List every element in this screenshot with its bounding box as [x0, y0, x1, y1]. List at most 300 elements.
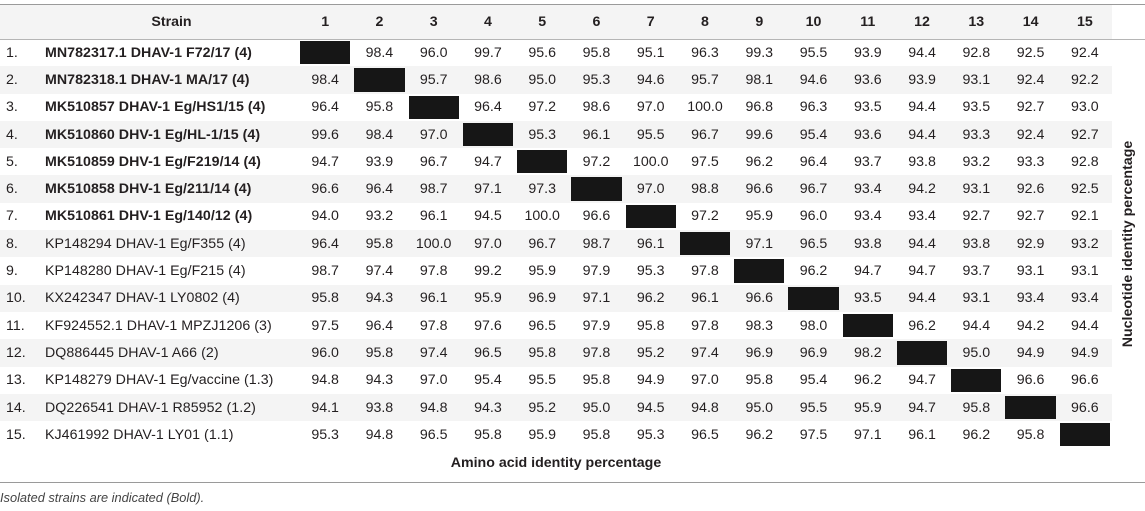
identity-matrix-table	[0, 5, 1112, 448]
identity-value-cell: 96.9	[732, 339, 786, 366]
identity-value-cell: 93.5	[853, 99, 882, 116]
identity-value-cell: 93.9	[365, 153, 394, 170]
row-index: 6.	[0, 175, 45, 202]
identity-value-cell: 93.6	[841, 121, 895, 148]
identity-value-cell: 93.8	[908, 153, 936, 170]
identity-value-cell: 98.7	[311, 263, 339, 280]
identity-value-cell: 98.4	[352, 121, 406, 148]
identity-value-cell: 92.4	[1071, 44, 1099, 61]
identity-value-cell: 95.3	[636, 263, 665, 280]
identity-value-cell: 96.7	[786, 175, 840, 202]
strain-name: MN782318.1 DHAV-1 MA/17 (4)	[45, 66, 298, 93]
table-row	[0, 121, 1112, 148]
identity-value-cell: 96.6	[582, 208, 611, 225]
identity-value-cell: 96.1	[569, 121, 623, 148]
identity-value-cell: 100.0	[632, 153, 669, 170]
identity-value-cell: 93.4	[908, 208, 936, 225]
identity-value-cell: 96.1	[419, 208, 448, 225]
identity-value-cell: 93.7	[853, 153, 882, 170]
diagonal-block	[571, 177, 621, 200]
identity-value-cell: 95.4	[474, 372, 502, 389]
identity-value-cell: 95.1	[636, 44, 665, 61]
identity-value-cell: 92.8	[962, 44, 991, 61]
row-index: 8.	[0, 230, 45, 257]
identity-value-cell: 92.9	[1003, 230, 1057, 257]
diagonal-block	[517, 150, 567, 173]
diagonal-block	[354, 68, 404, 91]
identity-value-cell: 95.7	[407, 66, 461, 93]
identity-value-cell: 94.8	[407, 394, 461, 421]
identity-value-cell: 97.5	[691, 153, 719, 170]
identity-value-cell: 94.7	[908, 263, 936, 280]
diagonal-block	[680, 232, 730, 255]
identity-value-cell: 95.5	[528, 372, 556, 389]
column-header-4: 4	[461, 5, 515, 39]
table-row	[0, 230, 1112, 257]
identity-value-cell: 98.4	[365, 44, 394, 61]
identity-value-cell: 95.2	[624, 339, 678, 366]
identity-value-cell: 96.7	[515, 230, 569, 257]
diagonal-block	[626, 205, 676, 228]
identity-value-cell: 93.6	[841, 66, 895, 93]
identity-value-cell: 95.8	[636, 317, 665, 334]
identity-value-cell: 95.8	[474, 426, 502, 443]
identity-value-cell: 96.2	[745, 153, 774, 170]
identity-value-cell: 94.4	[895, 121, 949, 148]
identity-value-cell: 93.1	[1016, 263, 1045, 280]
identity-value-cell: 96.4	[365, 317, 394, 334]
diagonal-cell	[298, 39, 352, 66]
header-row	[0, 5, 1112, 39]
row-index: 1.	[6, 44, 18, 61]
diagonal-block	[897, 341, 947, 364]
strain-name: MK510858 DHV-1 Eg/211/14 (4)	[45, 175, 298, 202]
identity-value-cell: 95.3	[311, 426, 339, 443]
identity-value-cell: 95.0	[949, 339, 1003, 366]
diagonal-block	[1060, 423, 1110, 446]
table-row	[0, 203, 1112, 230]
column-header-15: 15	[1058, 5, 1112, 39]
strain-name: MK510857 DHAV-1 Eg/HS1/15 (4)	[45, 99, 266, 116]
diagonal-block	[788, 287, 838, 310]
identity-value-cell: 95.9	[745, 208, 774, 225]
row-index: 11.	[6, 317, 25, 334]
identity-value-cell: 96.4	[311, 99, 339, 116]
column-header-14: 14	[1003, 5, 1057, 39]
identity-value-cell: 94.7	[895, 394, 949, 421]
table-row	[0, 312, 1112, 339]
column-header-8: 8	[678, 5, 732, 39]
identity-value-cell: 94.0	[311, 208, 339, 225]
identity-value-cell: 93.5	[962, 99, 991, 116]
diagonal-cell	[1003, 394, 1057, 421]
diagonal-block	[951, 369, 1001, 392]
identity-value-cell: 96.4	[799, 153, 828, 170]
strain-name: MK510861 DHV-1 Eg/140/12 (4)	[45, 208, 253, 225]
identity-value-cell: 97.4	[678, 339, 732, 366]
identity-value-cell: 93.3	[949, 121, 1003, 148]
diagonal-cell	[407, 94, 461, 121]
diagonal-cell	[569, 175, 623, 202]
row-index: 14.	[0, 394, 45, 421]
identity-value-cell: 92.7	[962, 208, 991, 225]
identity-value-cell: 94.4	[895, 230, 949, 257]
identity-value-cell: 95.8	[352, 230, 406, 257]
identity-value-cell: 95.3	[569, 66, 623, 93]
identity-value-cell: 93.2	[1058, 230, 1112, 257]
identity-value-cell: 94.4	[908, 99, 936, 116]
identity-value-cell: 97.0	[407, 121, 461, 148]
identity-value-cell: 97.8	[691, 263, 719, 280]
diagonal-cell	[1058, 421, 1112, 448]
identity-value-cell: 97.0	[624, 175, 678, 202]
identity-value-cell: 100.0	[407, 230, 461, 257]
strain-name: DQ226541 DHAV-1 R85952 (1.2)	[45, 394, 298, 421]
identity-value-cell: 94.9	[636, 372, 665, 389]
identity-value-cell: 97.8	[691, 317, 719, 334]
identity-value-cell: 95.2	[515, 394, 569, 421]
strain-name: KJ461992 DHAV-1 LY01 (1.1)	[45, 426, 234, 443]
diagonal-block	[463, 123, 513, 146]
row-index: 2.	[0, 66, 45, 93]
identity-value-cell: 95.4	[786, 121, 840, 148]
identity-value-cell: 98.3	[745, 317, 774, 334]
identity-value-cell: 93.1	[949, 285, 1003, 312]
identity-value-cell: 100.0	[687, 99, 723, 116]
identity-value-cell: 96.6	[298, 175, 352, 202]
identity-value-cell: 96.9	[515, 285, 569, 312]
column-header-7: 7	[624, 5, 678, 39]
identity-value-cell: 96.6	[1016, 372, 1045, 389]
table-row	[0, 39, 1112, 66]
identity-value-cell: 93.8	[841, 230, 895, 257]
identity-value-cell: 95.6	[528, 44, 556, 61]
identity-value-cell: 92.7	[1058, 121, 1112, 148]
bottom-rule	[0, 482, 1145, 483]
identity-value-cell: 93.3	[1016, 153, 1045, 170]
identity-value-cell: 96.4	[298, 230, 352, 257]
identity-value-cell: 96.4	[352, 175, 406, 202]
identity-value-cell: 94.8	[365, 426, 394, 443]
amino-acid-axis-label: Amino acid identity percentage	[450, 455, 662, 471]
strain-name: KP148294 DHAV-1 Eg/F355 (4)	[45, 230, 298, 257]
identity-value-cell: 95.8	[298, 285, 352, 312]
identity-value-cell: 95.3	[515, 121, 569, 148]
identity-value-cell: 98.7	[569, 230, 623, 257]
column-header-10: 10	[786, 5, 840, 39]
identity-value-cell: 95.8	[582, 44, 611, 61]
identity-value-cell: 93.7	[962, 263, 991, 280]
identity-value-cell: 97.5	[311, 317, 339, 334]
column-header-3: 3	[407, 5, 461, 39]
row-index: 12.	[0, 339, 45, 366]
identity-value-cell: 95.8	[745, 372, 774, 389]
column-header-2: 2	[352, 5, 406, 39]
identity-value-cell: 97.1	[461, 175, 515, 202]
diagonal-cell	[515, 148, 569, 175]
column-header-1: 1	[298, 5, 352, 39]
identity-value-cell: 98.2	[841, 339, 895, 366]
table-row	[0, 285, 1112, 312]
identity-value-cell: 99.6	[732, 121, 786, 148]
identity-value-cell: 97.0	[636, 99, 665, 116]
identity-value-cell: 97.6	[474, 317, 502, 334]
diagonal-cell	[678, 230, 732, 257]
identity-value-cell: 96.2	[908, 317, 936, 334]
identity-value-cell: 94.9	[1058, 339, 1112, 366]
diagonal-cell	[895, 339, 949, 366]
identity-value-cell: 92.5	[1058, 175, 1112, 202]
row-index: 9.	[6, 263, 18, 280]
identity-value-cell: 94.3	[365, 372, 394, 389]
identity-value-cell: 95.8	[582, 426, 611, 443]
identity-value-cell: 92.7	[1016, 99, 1045, 116]
identity-value-cell: 94.8	[678, 394, 732, 421]
column-header-9: 9	[732, 5, 786, 39]
row-index: 10.	[0, 285, 45, 312]
identity-value-cell: 97.9	[582, 263, 611, 280]
identity-value-cell: 95.5	[799, 44, 828, 61]
identity-value-cell: 94.7	[853, 263, 882, 280]
identity-value-cell: 96.0	[799, 208, 828, 225]
identity-value-cell: 93.2	[365, 208, 394, 225]
identity-value-cell: 95.8	[949, 394, 1003, 421]
identity-value-cell: 97.0	[691, 372, 719, 389]
identity-value-cell: 93.2	[962, 153, 991, 170]
identity-value-cell: 99.3	[745, 44, 774, 61]
identity-value-cell: 95.5	[786, 394, 840, 421]
identity-value-cell: 96.5	[461, 339, 515, 366]
identity-value-cell: 96.5	[419, 426, 448, 443]
identity-value-cell: 98.6	[582, 99, 611, 116]
identity-value-cell: 93.0	[1071, 99, 1099, 116]
strain-name: KX242347 DHAV-1 LY0802 (4)	[45, 285, 298, 312]
identity-value-cell: 96.5	[528, 317, 556, 334]
identity-value-cell: 96.3	[799, 99, 828, 116]
identity-value-cell: 97.8	[419, 263, 448, 280]
identity-value-cell: 95.8	[582, 372, 611, 389]
identity-value-cell: 94.4	[895, 285, 949, 312]
column-header-6: 6	[569, 5, 623, 39]
identity-value-cell: 94.9	[1003, 339, 1057, 366]
identity-value-cell: 95.9	[841, 394, 895, 421]
table-row	[0, 394, 1112, 421]
identity-value-cell: 94.2	[895, 175, 949, 202]
identity-value-cell: 95.9	[528, 426, 556, 443]
identity-value-cell: 92.7	[1016, 208, 1045, 225]
identity-value-cell: 96.0	[419, 44, 448, 61]
identity-value-cell: 95.0	[732, 394, 786, 421]
identity-value-cell: 96.1	[678, 285, 732, 312]
identity-value-cell: 97.2	[528, 99, 556, 116]
identity-value-cell: 96.4	[474, 99, 502, 116]
row-index: 3.	[6, 99, 18, 116]
strain-name: DQ886445 DHAV-1 A66 (2)	[45, 339, 298, 366]
identity-value-cell: 97.0	[461, 230, 515, 257]
table-row	[0, 94, 1112, 121]
table-row	[0, 367, 1112, 394]
identity-value-cell: 95.8	[365, 99, 394, 116]
identity-value-cell: 97.8	[569, 339, 623, 366]
table-row	[0, 148, 1112, 175]
identity-value-cell: 92.2	[1058, 66, 1112, 93]
diagonal-cell	[786, 285, 840, 312]
identity-value-cell: 96.6	[1071, 372, 1099, 389]
identity-value-cell: 94.5	[624, 394, 678, 421]
identity-value-cell: 94.8	[311, 372, 339, 389]
identity-value-cell: 99.2	[474, 263, 502, 280]
identity-value-cell: 94.6	[624, 66, 678, 93]
identity-value-cell: 93.8	[949, 230, 1003, 257]
matrix-body	[0, 39, 1112, 448]
column-header-11: 11	[841, 5, 895, 39]
identity-value-cell: 96.6	[732, 175, 786, 202]
identity-value-cell: 92.1	[1071, 208, 1099, 225]
identity-value-cell: 96.2	[962, 426, 991, 443]
identity-value-cell: 97.2	[691, 208, 719, 225]
diagonal-cell	[949, 367, 1003, 394]
identity-value-cell: 97.4	[365, 263, 394, 280]
identity-value-cell: 96.9	[786, 339, 840, 366]
identity-value-cell: 96.3	[691, 44, 719, 61]
identity-value-cell: 94.6	[786, 66, 840, 93]
identity-value-cell: 97.1	[732, 230, 786, 257]
row-index: 5.	[6, 153, 18, 170]
identity-value-cell: 92.6	[1003, 175, 1057, 202]
column-header-5: 5	[515, 5, 569, 39]
identity-value-cell: 97.1	[569, 285, 623, 312]
strain-name: MN782317.1 DHAV-1 F72/17 (4)	[45, 44, 252, 61]
table-row	[0, 66, 1112, 93]
identity-value-cell: 98.7	[407, 175, 461, 202]
identity-value-cell: 94.5	[474, 208, 502, 225]
identity-value-cell: 94.4	[1071, 317, 1099, 334]
diagonal-block	[843, 314, 893, 337]
identity-value-cell: 100.0	[524, 208, 560, 225]
strain-name: KP148280 DHAV-1 Eg/F215 (4)	[45, 263, 246, 280]
identity-value-cell: 93.5	[841, 285, 895, 312]
identity-value-cell: 97.0	[419, 372, 448, 389]
identity-value-cell: 95.8	[352, 339, 406, 366]
diagonal-cell	[841, 312, 895, 339]
identity-value-cell: 96.0	[298, 339, 352, 366]
identity-value-cell: 94.7	[311, 153, 339, 170]
identity-value-cell: 98.8	[678, 175, 732, 202]
identity-value-cell: 94.7	[908, 372, 936, 389]
identity-value-cell: 93.4	[841, 175, 895, 202]
identity-value-cell: 98.4	[298, 66, 352, 93]
identity-value-cell: 94.3	[461, 394, 515, 421]
identity-value-cell: 96.2	[853, 372, 882, 389]
diagonal-cell	[352, 66, 406, 93]
row-index: 4.	[0, 121, 45, 148]
identity-value-cell: 93.1	[1071, 263, 1099, 280]
identity-value-cell: 99.7	[474, 44, 502, 61]
table-row	[0, 175, 1112, 202]
diagonal-cell	[461, 121, 515, 148]
identity-value-cell: 93.9	[853, 44, 882, 61]
diagonal-cell	[624, 203, 678, 230]
identity-value-cell: 96.6	[732, 285, 786, 312]
identity-value-cell: 92.5	[1016, 44, 1045, 61]
nucleotide-axis-label: Nucleotide identity percentage	[1120, 140, 1136, 348]
column-header-13: 13	[949, 5, 1003, 39]
identity-value-cell: 94.1	[298, 394, 352, 421]
identity-value-cell: 95.8	[1016, 426, 1045, 443]
identity-value-cell: 95.7	[678, 66, 732, 93]
strain-header: Strain	[45, 5, 298, 39]
identity-value-cell: 96.5	[786, 230, 840, 257]
identity-value-cell: 96.1	[624, 230, 678, 257]
identity-value-cell: 95.4	[799, 372, 828, 389]
identity-value-cell: 96.7	[678, 121, 732, 148]
strain-name: MK510859 DHV-1 Eg/F219/14 (4)	[45, 153, 261, 170]
identity-value-cell: 96.2	[624, 285, 678, 312]
identity-value-cell: 96.2	[799, 263, 828, 280]
identity-value-cell: 94.3	[352, 285, 406, 312]
identity-value-cell: 94.4	[962, 317, 991, 334]
diagonal-block	[409, 96, 459, 119]
identity-value-cell: 94.2	[1016, 317, 1045, 334]
identity-value-cell: 97.9	[582, 317, 611, 334]
diagonal-cell	[732, 257, 786, 284]
strain-name: KF924552.1 DHAV-1 MPZJ1206 (3)	[45, 317, 272, 334]
identity-value-cell: 93.1	[949, 175, 1003, 202]
identity-value-cell: 96.5	[691, 426, 719, 443]
identity-value-cell: 96.2	[745, 426, 774, 443]
table-row	[0, 421, 1112, 448]
identity-value-cell: 95.5	[624, 121, 678, 148]
identity-value-cell: 96.1	[908, 426, 936, 443]
table-row	[0, 339, 1112, 366]
identity-value-cell: 97.1	[853, 426, 882, 443]
identity-value-cell: 97.2	[582, 153, 611, 170]
strain-name: KP148279 DHAV-1 Eg/vaccine (1.3)	[45, 372, 274, 389]
identity-value-cell: 93.9	[895, 66, 949, 93]
identity-value-cell: 98.6	[461, 66, 515, 93]
table-row	[0, 257, 1112, 284]
identity-value-cell: 97.5	[799, 426, 828, 443]
strain-name: MK510860 DHV-1 Eg/HL-1/15 (4)	[45, 121, 298, 148]
identity-value-cell: 96.8	[745, 99, 774, 116]
identity-value-cell: 92.8	[1071, 153, 1099, 170]
row-index: 7.	[6, 208, 18, 225]
footnote: Isolated strains are indicated (Bold).	[0, 490, 205, 505]
identity-value-cell: 98.0	[799, 317, 828, 334]
diagonal-block	[734, 259, 784, 282]
index-header	[0, 5, 45, 39]
identity-value-cell: 97.8	[419, 317, 448, 334]
identity-value-cell: 94.4	[908, 44, 936, 61]
identity-value-cell: 95.9	[461, 285, 515, 312]
identity-value-cell: 95.0	[569, 394, 623, 421]
identity-value-cell: 93.4	[1058, 285, 1112, 312]
identity-value-cell: 93.4	[853, 208, 882, 225]
identity-value-cell: 95.9	[528, 263, 556, 280]
identity-value-cell: 93.8	[352, 394, 406, 421]
identity-value-cell: 99.6	[298, 121, 352, 148]
identity-value-cell: 96.7	[419, 153, 448, 170]
identity-value-cell: 92.4	[1003, 121, 1057, 148]
identity-value-cell: 97.4	[407, 339, 461, 366]
diagonal-block	[1005, 396, 1055, 419]
identity-value-cell: 95.3	[636, 426, 665, 443]
identity-value-cell: 93.1	[949, 66, 1003, 93]
identity-value-cell: 95.0	[515, 66, 569, 93]
identity-value-cell: 97.3	[515, 175, 569, 202]
row-index: 13.	[6, 372, 26, 389]
column-header-12: 12	[895, 5, 949, 39]
